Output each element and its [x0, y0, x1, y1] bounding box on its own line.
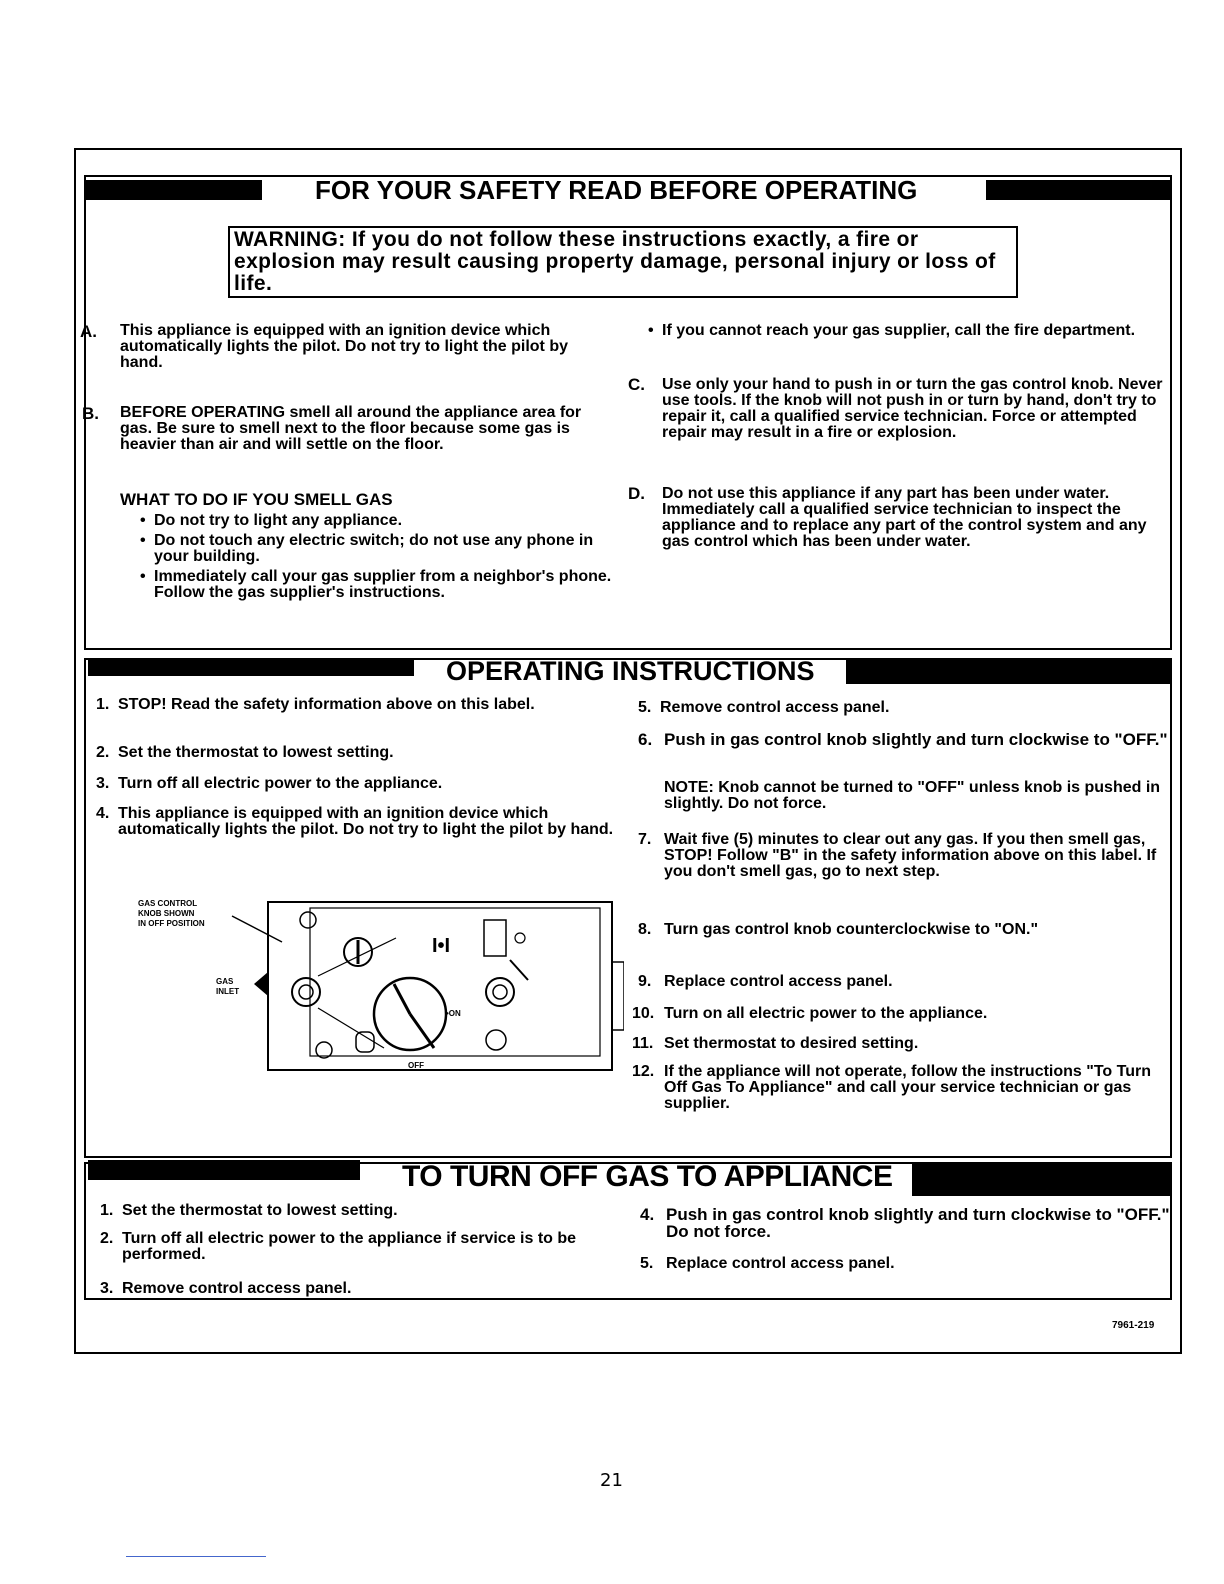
- item-a-text: This appliance is equipped with an ignition device which automatically lights the pilot. Do not try to light the pilot by hand.: [120, 322, 568, 371]
- smell-item: • If you cannot reach your gas supplier, call the fire department.: [646, 323, 1168, 339]
- op-step-4: 4. This appliance is equipped with an ignition device which automatically lights the pilot. Do not try to light the pilot by hand.: [96, 805, 614, 838]
- item-b-label: B.: [82, 404, 99, 423]
- smell-gas-list: [138, 513, 618, 605]
- knob-label: GAS CONTROL: [138, 899, 198, 908]
- item-a-label: A.: [80, 322, 97, 341]
- smell-gas-heading: WHAT TO DO IF YOU SMELL GAS: [120, 490, 393, 509]
- turnoff-title: TO TURN OFF GAS TO APPLIANCE: [402, 1160, 893, 1193]
- inlet-label: INLET: [216, 987, 240, 996]
- smell-item: • Immediately call your gas supplier from a neighbor's phone. Follow the gas supplier's instructions.: [138, 569, 618, 601]
- off-step-5: 5. Replace control access panel.: [640, 1255, 895, 1272]
- symbol-label: I•I: [432, 935, 451, 957]
- op-step-8: 8. Turn gas control knob counterclockwise to "ON.": [638, 921, 1039, 938]
- smell-item: • Do not touch any electric switch; do not use any phone in your building.: [138, 533, 618, 565]
- on-marker: •ON: [446, 1009, 461, 1018]
- op-note: NOTE: Knob cannot be turned to "OFF" unless knob is pushed in slightly. Do not force.: [664, 779, 1161, 812]
- item-b-text: BEFORE OPERATING smell all around the appliance area for gas. Be sure to smell next to the floor because some gas is heavier than air and will settle on the floor.: [120, 404, 582, 453]
- title-bar-left: [84, 180, 262, 200]
- knob-label: KNOB SHOWN: [138, 909, 195, 918]
- op-step-6: 6. Push in gas control knob slightly and turn clockwise to "OFF.": [638, 730, 1168, 749]
- item-d-label: D.: [628, 484, 645, 503]
- title-bar-right: [986, 180, 1170, 200]
- item-d-text: Do not use this appliance if any part has been under water. Immediately call a qualified service technician to inspect the appliance and to replace any part of the control system and any gas control which has been under water.: [662, 485, 1147, 550]
- gas-control-diagram: [134, 880, 624, 1080]
- page-number: 21: [600, 1470, 623, 1491]
- warning-box: WARNING: If you do not follow these instructions exactly, a fire or explosion may result causing property damage, personal injury or loss of life.: [228, 226, 1018, 298]
- op-step-12: 12. If the appliance will not operate, follow the instructions "To Turn Off Gas To Appliance" and call your service technician or gas supplier.: [632, 1063, 1152, 1112]
- op-step-3: 3. Turn off all electric power to the appliance.: [96, 775, 443, 792]
- op-step-10: 10. Turn on all electric power to the appliance.: [632, 1005, 988, 1022]
- op-step-5: 5. Remove control access panel.: [638, 699, 890, 716]
- inlet-arrow-icon: [254, 972, 268, 996]
- inlet-label: GAS: [216, 977, 234, 986]
- off-marker: OFF: [408, 1061, 424, 1070]
- off-step-2: 2. Turn off all electric power to the appliance if service is to be performed.: [100, 1230, 577, 1263]
- op-step-9: 9. Replace control access panel.: [638, 973, 893, 990]
- fire-dept-list: [646, 323, 1168, 343]
- footer-link-line: [126, 1556, 266, 1557]
- item-c-label: C.: [628, 375, 645, 394]
- title-bar-left: [88, 660, 414, 676]
- reference-code: 7961-219: [1112, 1320, 1155, 1331]
- title-bar-right: [912, 1162, 1170, 1196]
- operating-title: OPERATING INSTRUCTIONS: [446, 656, 815, 686]
- off-step-1: 1. Set the thermostat to lowest setting.: [100, 1202, 398, 1219]
- op-step-7: 7. Wait five (5) minutes to clear out any gas. If you then smell gas, STOP! Follow "B" in the safety information above on this label. If you don't smell gas, go to next step.: [638, 831, 1157, 880]
- safety-title: FOR YOUR SAFETY READ BEFORE OPERATING: [315, 175, 918, 205]
- off-step-4: 4. Push in gas control knob slightly and turn clockwise to "OFF." Do not force.: [640, 1205, 1170, 1241]
- off-step-3: 3. Remove control access panel.: [100, 1280, 352, 1297]
- op-step-2: 2. Set the thermostat to lowest setting.: [96, 744, 394, 761]
- title-bar-right: [846, 660, 1170, 684]
- op-step-11: 11. Set thermostat to desired setting.: [632, 1035, 919, 1052]
- item-c-text: Use only your hand to push in or turn the gas control knob. Never use tools. If the knob will not push in or turn by hand, don't try to repair it, call a qualified service technician. Force or attempted repair may result in a fire or explosion.: [662, 376, 1163, 441]
- smell-item: • Do not try to light any appliance.: [138, 513, 618, 529]
- title-bar-left: [88, 1160, 360, 1180]
- knob-label: IN OFF POSITION: [138, 919, 205, 928]
- op-step-1: 1. STOP! Read the safety information above on this label.: [96, 696, 535, 713]
